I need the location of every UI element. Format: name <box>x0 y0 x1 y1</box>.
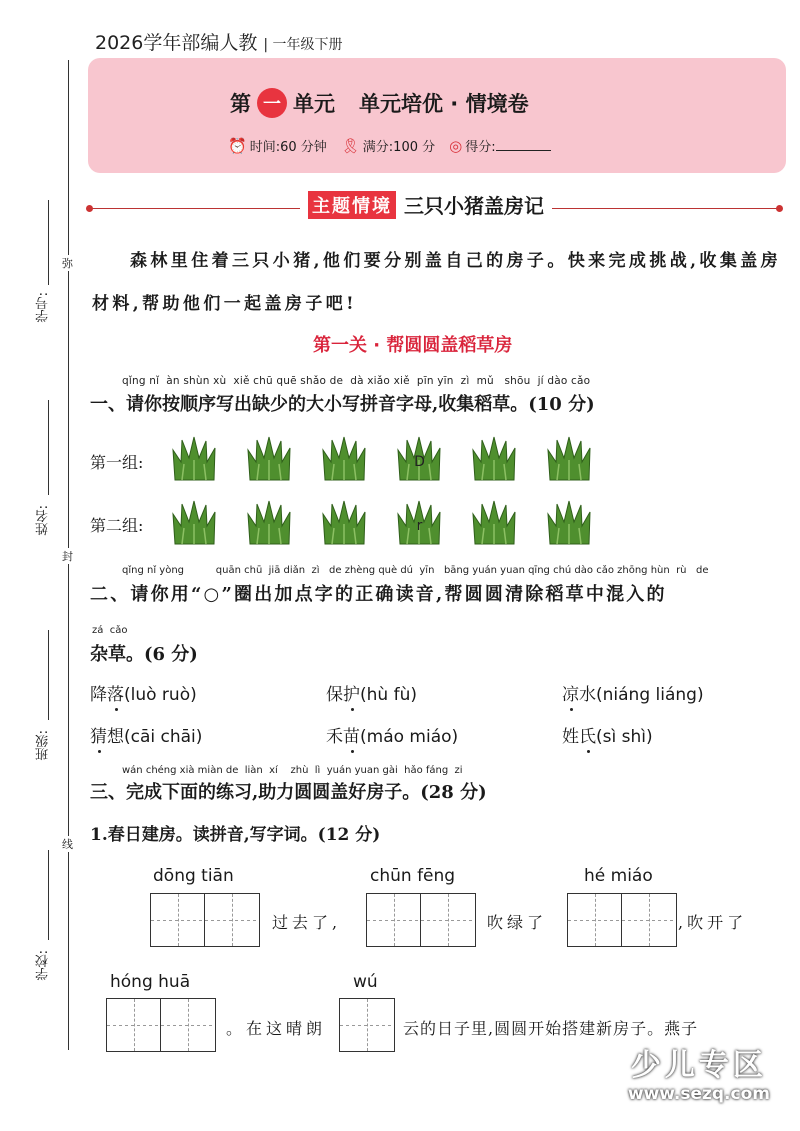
q2-text-2: 杂草。(6 分) <box>90 644 198 665</box>
grass-row-1 <box>172 436 592 481</box>
grass-icon[interactable] <box>322 500 367 545</box>
medal-icon: 🎗 <box>340 137 360 155</box>
pinyin-chunfeng: chūn fēng <box>370 866 456 886</box>
group1-label: 第一组: <box>90 453 144 472</box>
answer-grid[interactable] <box>339 998 395 1052</box>
target-icon: ◎ <box>449 137 463 155</box>
grass-icon[interactable] <box>397 500 442 545</box>
grass-icon[interactable] <box>247 436 292 481</box>
paper-title: 单元培优 · 情境卷 <box>359 92 529 116</box>
grass-icon[interactable] <box>247 500 292 545</box>
seal-xian: 线 <box>62 838 73 851</box>
char-1: 保 <box>326 685 343 705</box>
grass-icon[interactable] <box>172 436 217 481</box>
grass-icon[interactable] <box>547 500 592 545</box>
unit-number-badge: 一 <box>257 88 287 118</box>
group2-label: 第二组: <box>90 516 144 535</box>
pronunciation-item[interactable] <box>90 722 202 747</box>
text-2: 吹绿了 <box>487 913 548 932</box>
name-label: 姓名: <box>36 505 51 536</box>
char-2: 护 <box>343 685 360 705</box>
pinyin-honghua: hóng huā <box>110 972 191 992</box>
pinyin-options[interactable]: (hù fù) <box>360 685 417 705</box>
class-label: 班级: <box>36 730 51 761</box>
q3-sub1: 1.春日建房。读拼音,写字词。(12 分) <box>90 825 381 845</box>
text-1: 过去了, <box>272 913 342 932</box>
text-3: ,吹开了 <box>678 913 748 932</box>
pinyin-wu: wú <box>353 972 378 992</box>
char-2: 氏 <box>579 727 596 747</box>
q1-pinyin: qǐng nǐ àn shùn xù xiě chū quē shǎo de dà xiǎo xiě pīn yīn zì mǔ shōu jí dào cǎo <box>122 375 591 387</box>
score-label: 得分: <box>465 140 496 155</box>
pronunciation-item[interactable] <box>326 722 458 747</box>
exam-meta <box>228 136 551 155</box>
char-2: 水 <box>579 685 596 705</box>
grass-icon[interactable] <box>547 436 592 481</box>
grass-icon[interactable] <box>172 500 217 545</box>
char-2: 落 <box>107 685 124 705</box>
pinyin-dongtian: dōng tiān <box>153 866 234 886</box>
pronunciation-item[interactable] <box>326 680 417 705</box>
pronunciation-item[interactable] <box>562 680 704 705</box>
grass-icon[interactable] <box>322 436 367 481</box>
divider-dot <box>86 205 93 212</box>
divider-dot <box>776 205 783 212</box>
student-id-label: 学号: <box>36 292 51 323</box>
char-1: 降 <box>90 685 107 705</box>
char-1: 猜 <box>90 727 107 747</box>
pinyin-hemiao: hé miáo <box>584 866 653 886</box>
grass-icon[interactable] <box>397 436 442 481</box>
char-1: 凉 <box>562 685 579 705</box>
q3-text: 三、完成下面的练习,助力圆圆盖好房子。(28 分) <box>90 782 487 803</box>
level-title: 第一关 · 帮圆圆盖稻草房 <box>313 335 513 356</box>
pronunciation-item[interactable] <box>562 722 653 747</box>
grass-icon[interactable] <box>472 500 517 545</box>
school-label: 学校: <box>36 950 51 981</box>
full-score: 满分:100 分 <box>362 140 436 155</box>
series-title: 2026学年部编人教 <box>95 32 258 54</box>
q3-pinyin: wán chéng xià miàn de liàn xí zhù lì yuán yuan gài hǎo fáng zi <box>122 765 463 776</box>
grass-letter: r <box>416 518 423 534</box>
q2-text: 二、请你用“○”圈出加点字的正确读音,帮圆圆清除稻草中混入的 <box>90 584 667 605</box>
pinyin-options[interactable]: (niáng liáng) <box>596 685 704 705</box>
theme-tag: 主题情境 <box>308 191 396 219</box>
watermark-url: www.sezq.com <box>627 1084 770 1104</box>
unit: 单元 <box>293 92 335 116</box>
char-2: 苗 <box>343 727 360 747</box>
watermark-name: 少儿专区 <box>630 1048 767 1083</box>
watermark <box>628 1040 770 1104</box>
q2-pinyin: qǐng nǐ yòng quān chū jiā diǎn zì de zhèng què dú yīn bāng yuán yuan qīng chú dào cǎo zhōng hùn rù de <box>122 565 709 576</box>
pinyin-options[interactable]: (máo miáo) <box>360 727 459 747</box>
answer-grid[interactable] <box>106 998 216 1052</box>
grass-letter: D <box>414 454 425 470</box>
name-field[interactable] <box>48 400 49 495</box>
grade-label: 一年级下册 <box>272 37 343 53</box>
grass-icon[interactable] <box>472 436 517 481</box>
header: 2026学年部编人教 | 一年级下册 <box>95 32 343 54</box>
char-1: 姓 <box>562 727 579 747</box>
text-4: 。在这晴朗 <box>226 1019 327 1038</box>
time-label: 时间:60 分钟 <box>249 140 327 155</box>
intro-paragraph: 森林里住着三只小猪,他们要分别盖自己的房子。快来完成挑战,收集盖房材料,帮助他们一起盖房子吧! <box>92 251 782 314</box>
q2-pinyin-2: zá cǎo <box>92 625 128 636</box>
class-field[interactable] <box>48 630 49 720</box>
unit-title <box>230 88 529 118</box>
school-field[interactable] <box>48 850 49 940</box>
char-1: 禾 <box>326 727 343 747</box>
char-2: 想 <box>107 727 124 747</box>
clock-icon: ⏰ <box>228 137 247 155</box>
score-field[interactable] <box>496 139 551 151</box>
student-id-field[interactable] <box>48 200 49 285</box>
pinyin-options[interactable]: (sì shì) <box>596 727 653 747</box>
pinyin-options[interactable]: (cāi chāi) <box>124 727 203 747</box>
seal-feng: 封 <box>62 550 73 563</box>
theme-title: 三只小猪盖房记 <box>404 194 544 218</box>
answer-grid[interactable] <box>366 893 476 947</box>
di: 第 <box>230 92 251 116</box>
answer-grid[interactable] <box>150 893 260 947</box>
pronunciation-item[interactable] <box>90 680 197 705</box>
seal-mi: 弥 <box>62 257 73 270</box>
q1-text: 一、请你按顺序写出缺少的大小写拼音字母,收集稻草。(10 分) <box>90 394 595 415</box>
text-5: 云的日子里,圆圆开始搭建新房子。燕子 <box>403 1019 699 1038</box>
pinyin-options[interactable]: (luò ruò) <box>124 685 197 705</box>
answer-grid[interactable] <box>567 893 677 947</box>
grass-row-2 <box>172 500 592 545</box>
theme-heading <box>300 190 552 219</box>
